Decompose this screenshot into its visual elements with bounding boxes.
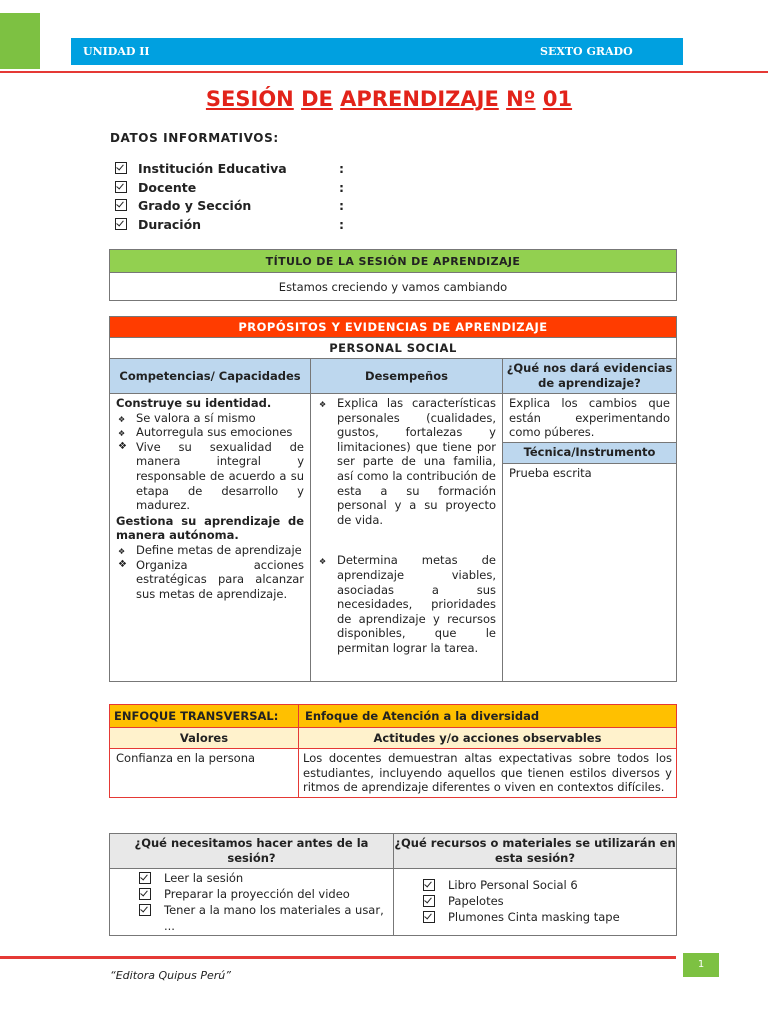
list-item: Preparar la proyección del video <box>126 886 393 902</box>
unit-label: UNIDAD II <box>83 45 150 58</box>
approach-table <box>109 704 677 798</box>
list-item: ❖ Organiza acciones estratégicas para alcanzar sus metas de aprendizaje. <box>116 558 304 602</box>
page-title: SESIÓN DE APRENDIZAJE Nº 01 <box>205 87 573 111</box>
session-title-table <box>109 249 677 301</box>
checkbox-icon <box>423 895 435 907</box>
info-row-teacher: Docente : <box>115 180 375 199</box>
page-number: 1 <box>683 953 719 977</box>
info-list <box>115 161 375 235</box>
session-title-header: TÍTULO DE LA SESIÓN DE APRENDIZAJE <box>110 250 677 273</box>
checkbox-icon <box>423 911 435 923</box>
footer-divider <box>0 956 676 959</box>
checkbox-icon <box>139 872 151 884</box>
checkbox-icon <box>115 199 127 211</box>
approach-label: ENFOQUE TRANSVERSAL: <box>110 705 299 728</box>
performances-cell <box>311 394 503 682</box>
header-divider <box>0 71 768 73</box>
competencies-cell <box>110 394 311 682</box>
competency-2-title: Gestiona su aprendizaje de manera autónoma. <box>116 513 304 543</box>
list-item: Tener a la mano los materiales a usar, ... <box>126 902 393 934</box>
list-item: Libro Personal Social 6 <box>410 877 676 893</box>
checkbox-icon <box>115 162 127 174</box>
purposes-table <box>109 316 677 682</box>
checkbox-icon <box>115 181 127 193</box>
list-item: ❖ Define metas de aprendizaje <box>116 543 304 558</box>
performance-2: ❖ Determina metas de aprendizaje viables, asociadas a sus necesidades, prioridades de aprendizaje y recursos disponibles, que le permitan lograr la tarea. <box>317 553 496 655</box>
info-row-duration: Duración : <box>115 217 375 236</box>
list-item: ❖ Se valora a sí mismo <box>116 411 304 426</box>
publisher-label: “Editora Quipus Perú” <box>110 969 231 982</box>
list-item: ❖ Autorregula sus emociones <box>116 425 304 440</box>
area-label: PERSONAL SOCIAL <box>110 338 677 359</box>
col-resources: ¿Qué recursos o materiales se utilizarán en esta sesión? <box>394 834 677 869</box>
list-item: ❖ Vive su sexualidad de manera integral y responsable de acuerdo a su etapa de desarrollo y madurez. <box>116 440 304 513</box>
info-row-grade: Grado y Sección : <box>115 198 375 217</box>
resources-cell <box>394 869 677 936</box>
checkbox-icon <box>139 888 151 900</box>
col-values: Valores <box>110 728 299 749</box>
col-before: ¿Qué necesitamos hacer antes de la sesión? <box>110 834 394 869</box>
technique-header: Técnica/Instrumento <box>503 442 677 463</box>
list-item: Plumones Cinta masking tape <box>410 909 676 925</box>
session-title-value: Estamos creciendo y vamos cambiando <box>110 273 677 301</box>
before-cell <box>110 869 394 936</box>
competency-1-title: Construye su identidad. <box>116 396 272 410</box>
actions-cell: Los docentes demuestran altas expectativas sobre todos los estudiantes, incluyendo aquellos que tienen estilos diversos y ritmos de aprendizaje diferentes o viven en contextos difíciles. <box>299 749 677 798</box>
list-item: Leer la sesión <box>126 870 393 886</box>
col-evidence: ¿Qué nos dará evidencias de aprendizaje? <box>503 359 677 394</box>
checkbox-icon <box>423 879 435 891</box>
corner-green-block <box>0 13 40 69</box>
preparation-table <box>109 833 677 936</box>
approach-name: Enfoque de Atención a la diversidad <box>299 705 677 728</box>
header-bar <box>71 38 683 65</box>
col-performances: Desempeños <box>311 359 503 394</box>
checkbox-icon <box>139 904 151 916</box>
purposes-header: PROPÓSITOS Y EVIDENCIAS DE APRENDIZAJE <box>110 317 677 338</box>
info-row-school: Institución Educativa : <box>115 161 375 180</box>
evidence-cell: Explica los cambios que están experimentando como púberes. <box>503 394 677 443</box>
value-cell: Confianza en la persona <box>110 749 299 798</box>
checkbox-icon <box>115 218 127 230</box>
info-section-label: DATOS INFORMATIVOS: <box>110 131 279 145</box>
col-actions: Actitudes y/o acciones observables <box>299 728 677 749</box>
col-competencies: Competencias/ Capacidades <box>110 359 311 394</box>
list-item: Papelotes <box>410 893 676 909</box>
grade-label: SEXTO GRADO <box>540 45 633 58</box>
technique-cell: Prueba escrita <box>503 463 677 681</box>
performance-1: ❖ Explica las características personales (cualidades, gustos, fortalezas y limitaciones) que tiene por ser parte de una familia, así como la contribución de esta a su formación personal y a su proyecto de vida. <box>317 396 496 527</box>
